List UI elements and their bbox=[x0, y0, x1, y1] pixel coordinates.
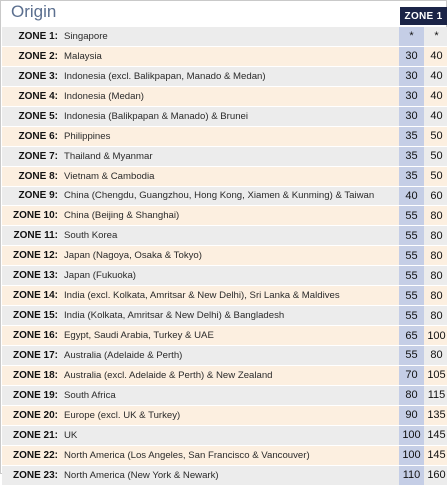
destination-text: UK bbox=[64, 429, 78, 441]
second-value: 80 bbox=[425, 206, 447, 225]
second-value: 160 bbox=[425, 466, 447, 485]
second-value: 50 bbox=[425, 127, 447, 146]
zone-label: ZONE 7: bbox=[18, 150, 58, 162]
zone-label: ZONE 12: bbox=[12, 250, 58, 262]
zone-label: ZONE 17: bbox=[12, 349, 58, 361]
table-row bbox=[2, 67, 447, 87]
table-row bbox=[2, 127, 447, 147]
zone-1-value: 55 bbox=[399, 206, 424, 225]
destination-text: Egypt, Saudi Arabia, Turkey & UAE bbox=[64, 330, 214, 342]
second-value: 40 bbox=[425, 47, 447, 66]
zone-label: ZONE 10: bbox=[12, 210, 58, 222]
zone-label: ZONE 11: bbox=[13, 230, 58, 242]
zone-1-value: 55 bbox=[399, 286, 424, 305]
zone-label: ZONE 22: bbox=[12, 449, 58, 461]
table-row bbox=[2, 27, 447, 47]
zone-label: ZONE 23: bbox=[12, 469, 58, 481]
zone-label: ZONE 19: bbox=[12, 389, 58, 401]
table-row bbox=[2, 366, 447, 386]
zone-label: ZONE 20: bbox=[12, 409, 58, 421]
zone-1-value: 30 bbox=[399, 87, 424, 106]
destination-text: Europe (excl. UK & Turkey) bbox=[64, 409, 181, 421]
second-value: 80 bbox=[425, 226, 447, 245]
zone-label: ZONE 9: bbox=[18, 190, 58, 202]
destination-text: Indonesia (Balikpapan & Manado) & Brunei bbox=[64, 110, 248, 122]
second-value: 145 bbox=[425, 446, 447, 465]
table-row bbox=[2, 286, 447, 306]
second-value: 80 bbox=[425, 246, 447, 265]
second-value: 40 bbox=[425, 87, 447, 106]
zone-1-value: 30 bbox=[399, 67, 424, 86]
destination-text: Vietnam & Cambodia bbox=[64, 170, 155, 182]
zone-label: ZONE 4: bbox=[18, 90, 58, 102]
zone-1-value: 55 bbox=[399, 266, 424, 285]
zone-1-value: 65 bbox=[399, 326, 424, 345]
destination-text: China (Chengdu, Guangzhou, Hong Kong, Xiamen & Kunming) & Taiwan bbox=[64, 190, 375, 202]
zone-rows bbox=[2, 27, 447, 486]
zone-1-column-header: ZONE 1 bbox=[400, 7, 447, 25]
zone-label: ZONE 13: bbox=[12, 270, 58, 282]
zone-label: ZONE 2: bbox=[18, 50, 58, 62]
destination-text: Indonesia (excl. Balikpapan, Manado & Medan) bbox=[64, 70, 266, 82]
second-value: 40 bbox=[425, 67, 447, 86]
zone-label: ZONE 18: bbox=[12, 369, 58, 381]
zone-1-value: 35 bbox=[399, 127, 424, 146]
zone-1-value: 80 bbox=[399, 386, 424, 405]
zone-label: ZONE 16: bbox=[12, 330, 58, 342]
zone-1-value: 35 bbox=[399, 167, 424, 186]
second-value: 145 bbox=[425, 426, 447, 445]
zone-label: ZONE 6: bbox=[18, 130, 58, 142]
zone-label: ZONE 3: bbox=[18, 70, 58, 82]
second-value: 80 bbox=[425, 286, 447, 305]
destination-text: India (Kolkata, Amritsar & New Delhi) & Bangladesh bbox=[64, 310, 285, 322]
zone-1-value: * bbox=[399, 27, 424, 46]
zone-1-value: 55 bbox=[399, 226, 424, 245]
zone-1-value: 40 bbox=[399, 187, 424, 206]
destination-text: North America (New York & Newark) bbox=[64, 469, 219, 481]
zone-1-value: 90 bbox=[399, 406, 424, 425]
second-value: 80 bbox=[425, 266, 447, 285]
destination-text: Thailand & Myanmar bbox=[64, 150, 153, 162]
destination-text: North America (Los Angeles, San Francisco & Vancouver) bbox=[64, 449, 310, 461]
table-row bbox=[2, 167, 447, 187]
table-row bbox=[2, 187, 447, 207]
destination-text: Malaysia bbox=[64, 50, 102, 62]
table-row bbox=[2, 226, 447, 246]
zone-1-value: 30 bbox=[399, 47, 424, 66]
zone-label: ZONE 21: bbox=[12, 429, 58, 441]
destination-text: South Africa bbox=[64, 389, 116, 401]
table-row bbox=[2, 306, 447, 326]
destination-text: Japan (Fukuoka) bbox=[64, 270, 136, 282]
second-value: * bbox=[425, 27, 447, 46]
table-row bbox=[2, 466, 447, 486]
second-value: 115 bbox=[425, 386, 447, 405]
second-value: 135 bbox=[425, 406, 447, 425]
destination-text: Singapore bbox=[64, 30, 108, 42]
zone-1-value: 55 bbox=[399, 306, 424, 325]
zone-label: ZONE 5: bbox=[18, 110, 58, 122]
destination-text: Japan (Nagoya, Osaka & Tokyo) bbox=[64, 250, 202, 262]
zone-label: ZONE 1: bbox=[18, 30, 58, 42]
table-row bbox=[2, 246, 447, 266]
table-row bbox=[2, 406, 447, 426]
destination-text: Philippines bbox=[64, 130, 111, 142]
table-row bbox=[2, 107, 447, 127]
zone-1-value: 55 bbox=[399, 346, 424, 365]
zone-1-value: 100 bbox=[399, 426, 424, 445]
destination-text: China (Beijing & Shanghai) bbox=[64, 210, 180, 222]
table-row bbox=[2, 47, 447, 67]
zone-label: ZONE 14: bbox=[12, 290, 58, 302]
destination-text: Indonesia (Medan) bbox=[64, 90, 144, 102]
table-row bbox=[2, 446, 447, 466]
zone-1-value: 70 bbox=[399, 366, 424, 385]
zone-1-value: 30 bbox=[399, 107, 424, 126]
second-value: 80 bbox=[425, 306, 447, 325]
table-row bbox=[2, 87, 447, 107]
destination-text: Australia (Adelaide & Perth) bbox=[64, 349, 183, 361]
table-row bbox=[2, 426, 447, 446]
table-row bbox=[2, 206, 447, 226]
second-value: 100 bbox=[425, 326, 447, 345]
zone-1-value: 55 bbox=[399, 246, 424, 265]
second-value: 105 bbox=[425, 366, 447, 385]
zone-1-value: 35 bbox=[399, 147, 424, 166]
destination-text: India (excl. Kolkata, Amritsar & New Delhi), Sri Lanka & Maldives bbox=[64, 290, 340, 302]
second-value: 40 bbox=[425, 107, 447, 126]
table-row bbox=[2, 266, 447, 286]
zone-label: ZONE 8: bbox=[18, 170, 58, 182]
second-value: 60 bbox=[425, 187, 447, 206]
destination-text: Australia (excl. Adelaide & Perth) & New Zealand bbox=[64, 369, 273, 381]
table-row bbox=[2, 386, 447, 406]
zone-1-value: 110 bbox=[399, 466, 424, 485]
table-row bbox=[2, 326, 447, 346]
origin-heading: Origin bbox=[11, 2, 57, 21]
second-value: 50 bbox=[425, 147, 447, 166]
second-value: 80 bbox=[425, 346, 447, 365]
zone-label: ZONE 15: bbox=[12, 310, 58, 322]
zone-1-value: 100 bbox=[399, 446, 424, 465]
table-row bbox=[2, 147, 447, 167]
destination-text: South Korea bbox=[64, 230, 118, 242]
second-value: 50 bbox=[425, 167, 447, 186]
table-row bbox=[2, 346, 447, 366]
